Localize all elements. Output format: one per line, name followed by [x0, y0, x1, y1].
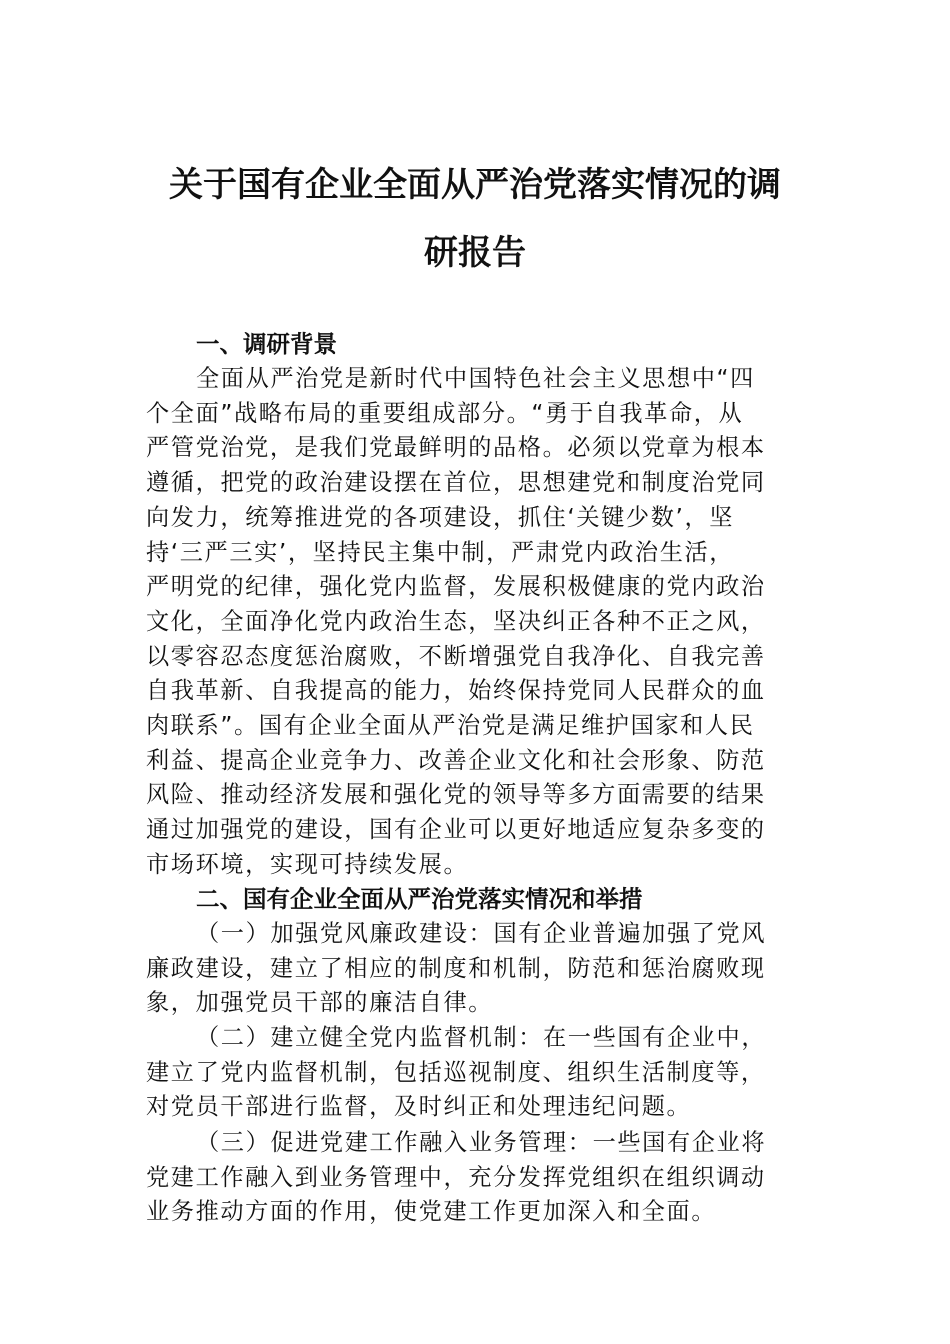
- section-heading-measures: 二、国有企业全面从严治党落实情况和举措: [196, 885, 643, 913]
- paragraph-line: 向发力，统筹推进党的各项建设，抓住‘关键少数’，坚: [146, 503, 735, 531]
- measures-item-1: [146, 917, 806, 1021]
- paragraph-line: 党建工作融入到业务管理中，充分发挥党组织在组织调动: [146, 1163, 766, 1191]
- paragraph-line: 遵循，把党的政治建设摆在首位，思想建党和制度治党同: [146, 469, 766, 497]
- paragraph-line: 严管党治党，是我们党最鲜明的品格。必须以党章为根本: [146, 434, 766, 462]
- section-heading-background: 一、调研背景: [196, 330, 337, 358]
- paragraph-line: 利益、提高企业竞争力、改善企业文化和社会形象、防范: [146, 746, 766, 774]
- paragraph-line: 对党员干部进行监督，及时纠正和处理违纪问题。: [146, 1093, 692, 1121]
- paragraph-line: 业务推动方面的作用，使党建工作更加深入和全面。: [146, 1198, 717, 1226]
- document-title-line-1: 关于国有企业全面从严治党落实情况的调: [169, 165, 781, 205]
- paragraph-line: 全面从严治党是新时代中国特色社会主义思想中“四: [196, 365, 755, 392]
- paragraph-line: 通过加强党的建设，国有企业可以更好地适应复杂多变的: [146, 816, 766, 844]
- paragraph-line: 风险、推动经济发展和强化党的领导等多方面需要的结果: [146, 781, 766, 809]
- paragraph-line: 个全面”战略布局的重要组成部分。“勇于自我革命，从: [146, 399, 744, 427]
- paragraph-line: 自我革新、自我提高的能力，始终保持党同人民群众的血: [146, 677, 766, 705]
- document-title-line-2: 研报告: [424, 233, 526, 273]
- paragraph-line: 廉政建设，建立了相应的制度和机制，防范和惩治腐败现: [146, 954, 766, 982]
- paragraph-line: （一）加强党风廉政建设：国有企业普遍加强了党风: [196, 920, 767, 947]
- paragraph-line: 肉联系”。国有企业全面从严治党是满足维护国家和人民: [146, 712, 755, 740]
- paragraph-line: （二）建立健全党内监督机制：在一些国有企业中，: [196, 1024, 767, 1051]
- paragraph-line: 建立了党内监督机制，包括巡视制度、组织生活制度等，: [146, 1058, 766, 1086]
- paragraph-line: 持‘三严三实’，坚持民主集中制，严肃党内政治生活，: [146, 538, 735, 566]
- paragraph-line: （三）促进党建工作融入业务管理：一些国有企业将: [196, 1129, 767, 1156]
- measures-item-3: [146, 1126, 806, 1230]
- paragraph-line: 文化，全面净化党内政治生态，坚决纠正各种不正之风，: [146, 607, 766, 635]
- paragraph-line: 以零容忍态度惩治腐败，不断增强党自我净化、自我完善: [146, 642, 766, 670]
- paragraph-line: 严明党的纪律，强化党内监督，发展积极健康的党内政治: [146, 573, 766, 601]
- paragraph-line: 象，加强党员干部的廉洁自律。: [146, 989, 494, 1017]
- measures-item-2: [146, 1021, 806, 1125]
- paragraph-line: 市场环境，实现可持续发展。: [146, 850, 469, 878]
- section-background-body: [146, 362, 806, 883]
